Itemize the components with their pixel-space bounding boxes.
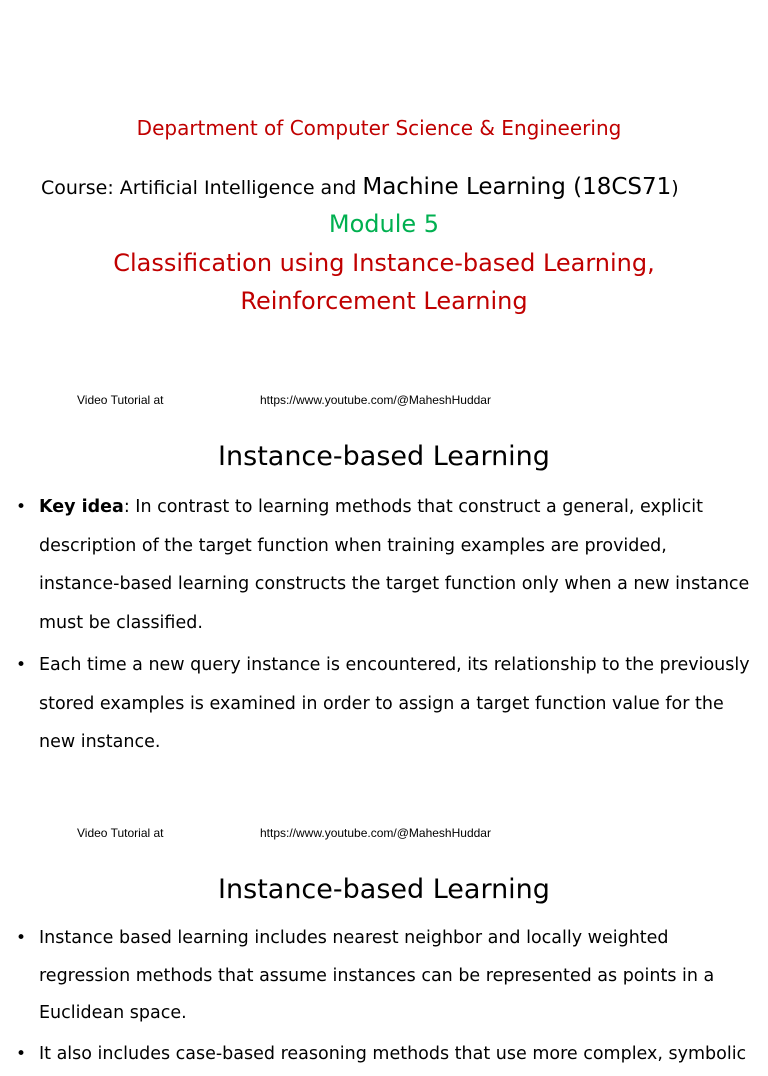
module-label: Module 5 — [328, 210, 440, 238]
list-item — [0, 488, 768, 642]
slide-title: Instance-based Learning — [218, 441, 550, 472]
course-title — [41, 171, 761, 204]
list-item — [0, 920, 768, 1033]
bullet-list — [0, 488, 768, 766]
bullet-text: Instance based learning includes nearest neighbor and locally weighted regression methods that assume instances can be represented as points in a Euclidean space. — [39, 928, 715, 1023]
course-prefix: Course: Artificial Intelligence and — [41, 177, 357, 199]
course-name: Machine Learning (18CS71 — [362, 174, 672, 200]
video-tutorial-link[interactable]: https://www.youtube.com/@MaheshHuddar — [260, 826, 491, 840]
module-subtitle — [0, 244, 768, 320]
bullet-icon: • — [16, 928, 27, 948]
bullet-text: Each time a new query instance is encountered, its relationship to the previously stored examples is examined in order to assign a target function value for the new instance. — [39, 655, 750, 752]
video-tutorial-link[interactable]: https://www.youtube.com/@MaheshHuddar — [260, 393, 491, 407]
bullet-list — [0, 920, 768, 1076]
video-footer — [0, 825, 768, 841]
bullet-icon: • — [16, 1043, 27, 1064]
video-tutorial-label: Video Tutorial at — [77, 826, 164, 840]
bullet-text: It also includes case-based reasoning methods that use more complex, symbolic — [39, 1043, 747, 1064]
video-footer — [0, 392, 768, 408]
bullet-text: : In contrast to learning methods that construct a general, explicit description of the target function when training examples are provided, instance-based learning constructs the target function only when a new instance must be classified. — [39, 497, 750, 633]
video-tutorial-label: Video Tutorial at — [77, 393, 164, 407]
subtitle-line-1: Classification using Instance-based Learning, — [113, 249, 655, 277]
slide-title: Instance-based Learning — [218, 874, 550, 905]
course-close-paren: ) — [671, 177, 679, 199]
list-item — [0, 646, 768, 762]
department-title: Department of Computer Science & Engineering — [136, 116, 622, 140]
list-item — [0, 1036, 768, 1074]
key-idea-label: Key idea — [39, 497, 124, 517]
bullet-icon: • — [16, 655, 27, 675]
subtitle-line-2: Reinforcement Learning — [240, 287, 528, 315]
bullet-icon: • — [16, 497, 27, 517]
